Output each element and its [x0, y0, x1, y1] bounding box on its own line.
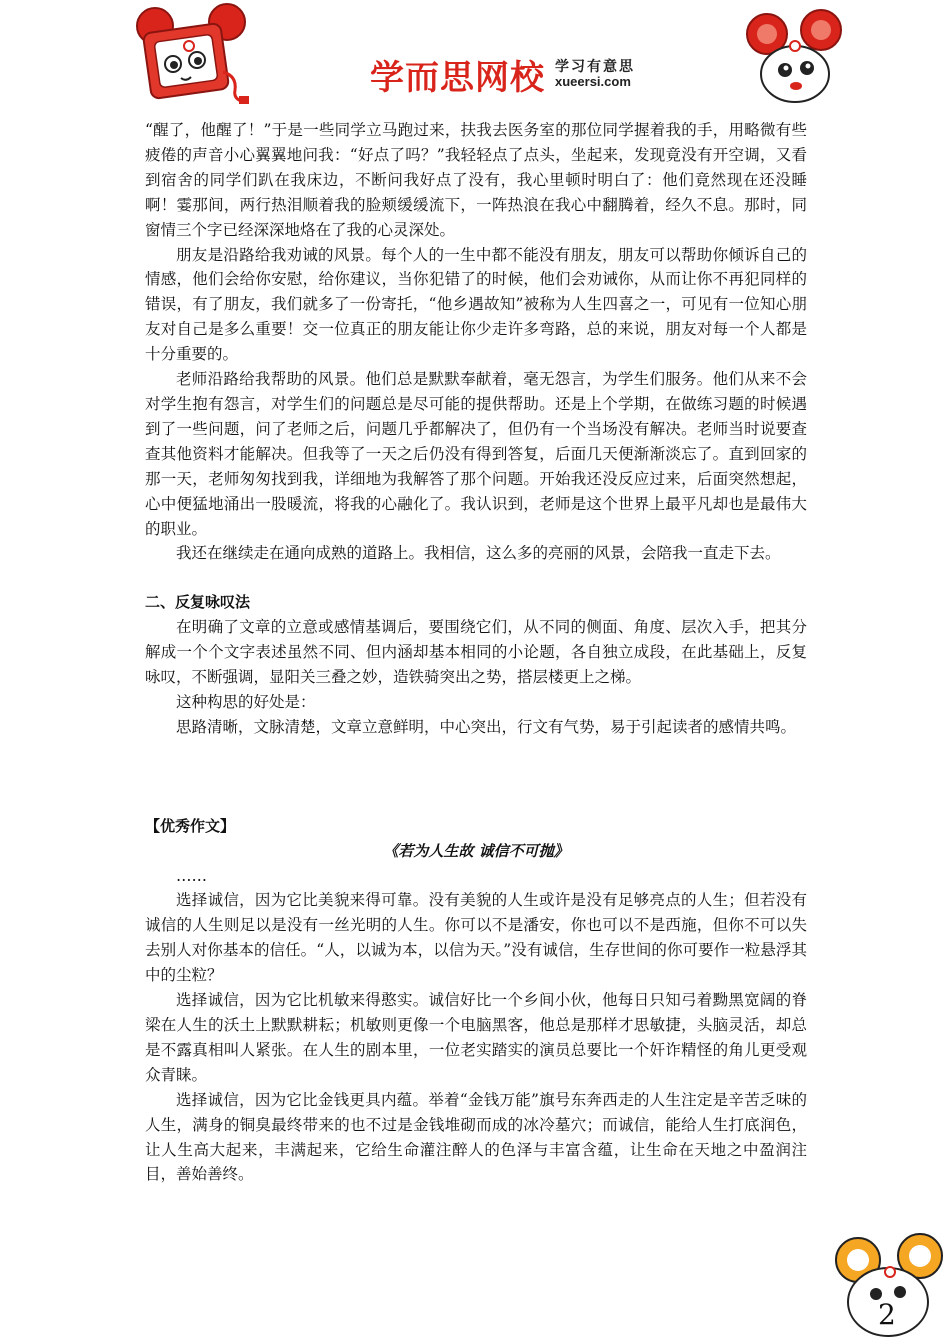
mouse-mascot-icon: [745, 8, 845, 108]
paragraph: 思路清晰，文脉清楚，文章立意鲜明，中心突出，行文有气势，易于引起读者的感情共鸣。: [176, 717, 797, 736]
document-body: [145, 118, 807, 1187]
paragraph: 老师沿路给我帮助的风景。他们总是默默奉献着，毫无怨言，为学生们服务。他们从来不会对学生抱有怨言，对学生们的问题总是尽可能的提供帮助。还是上个学期，在做练习题的时候遇到了一些问题，问了老师之后，问题几乎都解决了，但仍有一个当场没有解决。老师当时说要查查其他资料才能解决。但我等了一天之后仍没有得到答复，后面几天便渐渐淡忘了。直到回家的那一天，老师匆匆找到我，详细地为我解答了那个问题。开始我还没反应过来，后面突然想起，心中便猛地涌出一股暖流，将我的心融化了。我认识到，老师是这个世界上最平凡却也是最伟大的职业。: [145, 370, 807, 538]
paragraph: 这种构思的好处是：: [176, 692, 316, 711]
paragraph: 选择诚信，因为它比机敏来得憨实。诚信好比一个乡间小伙，他每日只知弓着黝黑宽阔的脊梁在人生的沃土上默默耕耘；机敏则更像一个电脑黑客，他总是那样才思敏捷，头脑灵活，却总是不露真相叫人紧张。在人生的剧本里，一位老实踏实的演员总要比一个奸诈精怪的角儿更受观众青睐。: [145, 991, 807, 1084]
paragraph: 选择诚信，因为它比金钱更具内蕴。举着“金钱万能”旗号东奔西走的人生注定是辛苦乏味的人生，满身的铜臭最终带来的也不过是金钱堆砌而成的冰冷墓穴；而诚信，能给人生打底润色，让人生高大起来，丰满起来，它给生命灌注醉人的色泽与丰富含蕴，让生命在天地之中盈润注目，善始善终。: [145, 1090, 807, 1184]
brand-slogan: 学习有意思: [555, 59, 635, 75]
paragraph: 选择诚信，因为它比美貌来得可靠。没有美貌的人生或许是没有足够亮点的人生；但若没有诚信的人生则足以是没有一丝光明的人生。你可以不是潘安，你也可以不是西施，但你不可以失去别人对你基本的信任。“人，以诚为本，以信为天。”没有诚信，生存世间的你可要作一粒悬浮其中的尘粒？: [145, 891, 807, 985]
brand-title: 学而思网校: [370, 58, 545, 98]
essay-title: 《若为人生故 诚信不可抛》: [383, 841, 569, 860]
paragraph: 朋友是沿路给我劝诫的风景。每个人的一生中都不能没有朋友，朋友可以帮助你倾诉自己的情感，他们会给你安慰，给你建议，当你犯错了的时候，他们会劝诫你，从而让你不再犯同样的错误，有了朋友，我们就多了一份寄托，“他乡遇故知”被称为人生四喜之一，可见有一位知心朋友对自己是多么重要！交一位真正的朋友能让你少走许多弯路，总的来说，朋友对每一个人都是十分重要的。: [145, 245, 807, 364]
section-heading: 【优秀作文】: [145, 816, 236, 835]
brand-site: xueersi.com: [555, 74, 631, 89]
paragraph: 我还在继续走在通向成熟的道路上。我相信，这么多的亮丽的风景，会陪我一直走下去。: [176, 544, 781, 563]
paragraph: 在明确了文章的立意或感情基调后，要围绕它们，从不同的侧面、角度、层次入手，把其分解成一个个文字表述虽然不同、但内涵却基本相同的小论题，各自独立成段，在此基础上，反复咏叹，不断强调，显阳关三叠之妙，造铁骑突出之势，搭层楼更上之梯。: [145, 618, 807, 687]
ellipsis: ……: [176, 866, 207, 885]
page-header: [0, 0, 950, 112]
paragraph: “醒了，他醒了！”于是一些同学立马跑过来，扶我去医务室的那位同学握着我的手，用略微有些疲倦的声音小心翼翼地问我：“好点了吗？”我轻轻点了点头，坐起来，发现竟没有开空调，又看到宿舍的同学们趴在我床边，不断问我好点了没有，我心里顿时明白了：他们竟然现在还没睡啊！霎那间，两行热泪顺着我的脸颊缓缓流下，一阵热浪在我心中翻腾着，经久不息。那时，同窗情三个字已经深深地烙在了我的心灵深处。: [145, 121, 807, 239]
section-heading: 二、反复咏叹法: [145, 593, 251, 612]
page-number: 2: [878, 1298, 896, 1331]
tv-mascot-icon: [135, 2, 255, 110]
